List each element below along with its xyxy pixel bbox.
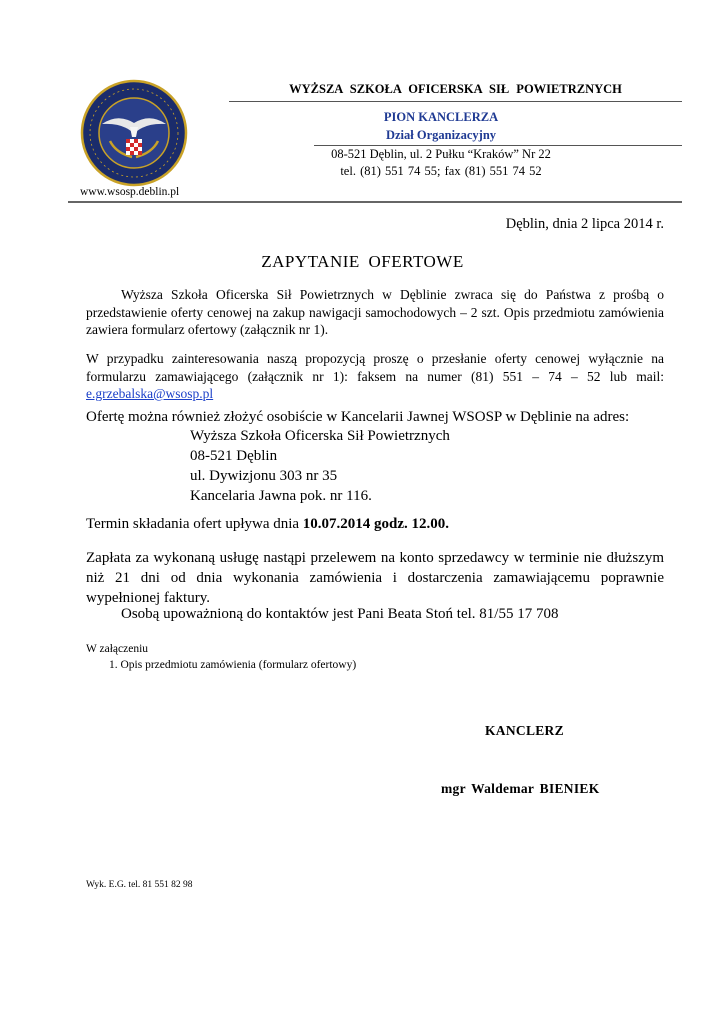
header-address: 08-521 Dęblin, ul. 2 Pułku “Kraków” Nr 22 <box>331 147 551 161</box>
school-emblem-logo <box>80 79 188 187</box>
footer-prepared-by: Wyk. E.G. tel. 81 551 82 98 <box>86 880 193 890</box>
paragraph-in-person: Ofertę można również złożyć osobiście w Kancelarii Jawnej WSOSP w Dęblinie na adres: <box>86 409 630 425</box>
school-name-heading: WYŻSZA SZKOŁA OFICERSKA SIŁ POWIETRZNYCH <box>289 82 622 96</box>
address-line: 08-521 Dęblin <box>190 448 278 464</box>
signature-title: KANCLERZ <box>485 723 564 738</box>
header-phone-fax: tel. (81) 551 74 55; fax (81) 551 74 52 <box>340 164 542 178</box>
paragraph-submission <box>86 350 664 403</box>
paragraph-request-text: Wyższa Szkoła Oficerska Sił Powietrznych w Dęblinie zwraca się do Państwa z prośbą o przedstawienie oferty cenowej na zakup nawigacji samochodowych – 2 szt. Opis przedmiotu zamówienia zawiera formularz ofertowy (załącznik nr 1). <box>86 287 664 337</box>
letter-title: ZAPYTANIE OFERTOWE <box>261 252 464 271</box>
paragraph-request <box>86 286 664 339</box>
email-link[interactable]: e.grzebalska@wsosp.pl <box>86 386 214 401</box>
address-line: ul. Dywizjonu 303 nr 35 <box>190 468 338 484</box>
department-pion: PION KANCLERZA <box>383 110 499 124</box>
paragraph-payment: Zapłata za wykonaną usługę nastąpi przelewem na konto sprzedawcy w terminie nie dłuższym niż 21 dni od dnia wykonania zamówienia i dostarczenia zamawiającemu poprawnie wypełnionej faktury. <box>86 550 664 606</box>
letter-date: Dęblin, dnia 2 lipca 2014 r. <box>505 216 664 232</box>
contact-person: Osobą upoważnioną do kontaktów jest Pani Beata Stoń tel. 81/55 17 708 <box>121 606 559 622</box>
signature-name: mgr Waldemar BIENIEK <box>441 781 600 796</box>
header-divider-main <box>68 201 682 203</box>
department-dzial: Dział Organizacyjny <box>385 128 497 142</box>
address-line: Kancelaria Jawna pok. nr 116. <box>190 488 372 504</box>
attachments-label: W załączeniu <box>86 643 149 655</box>
header-divider-top <box>229 101 682 102</box>
deadline-date: 10.07.2014 godz. 12.00. <box>302 516 450 532</box>
website-url: www.wsosp.deblin.pl <box>80 186 180 198</box>
deadline-prefix: Termin składania ofert upływa dnia <box>86 516 303 532</box>
attachment-item: 1. Opis przedmiotu zamówienia (formularz ofertowy) <box>109 659 357 671</box>
address-line: Wyższa Szkoła Oficerska Sił Powietrznych <box>190 428 450 444</box>
deadline-line <box>86 516 449 533</box>
header-divider-mid <box>314 145 682 146</box>
paragraph-submission-text: W przypadku zainteresowania naszą propozycją proszę o przesłanie oferty cenowej wyłącznie na formularzu zamawiającego (załącznik nr 1): faksem na numer (81) 551 – 74 – 52 lub mail: <box>86 351 664 384</box>
